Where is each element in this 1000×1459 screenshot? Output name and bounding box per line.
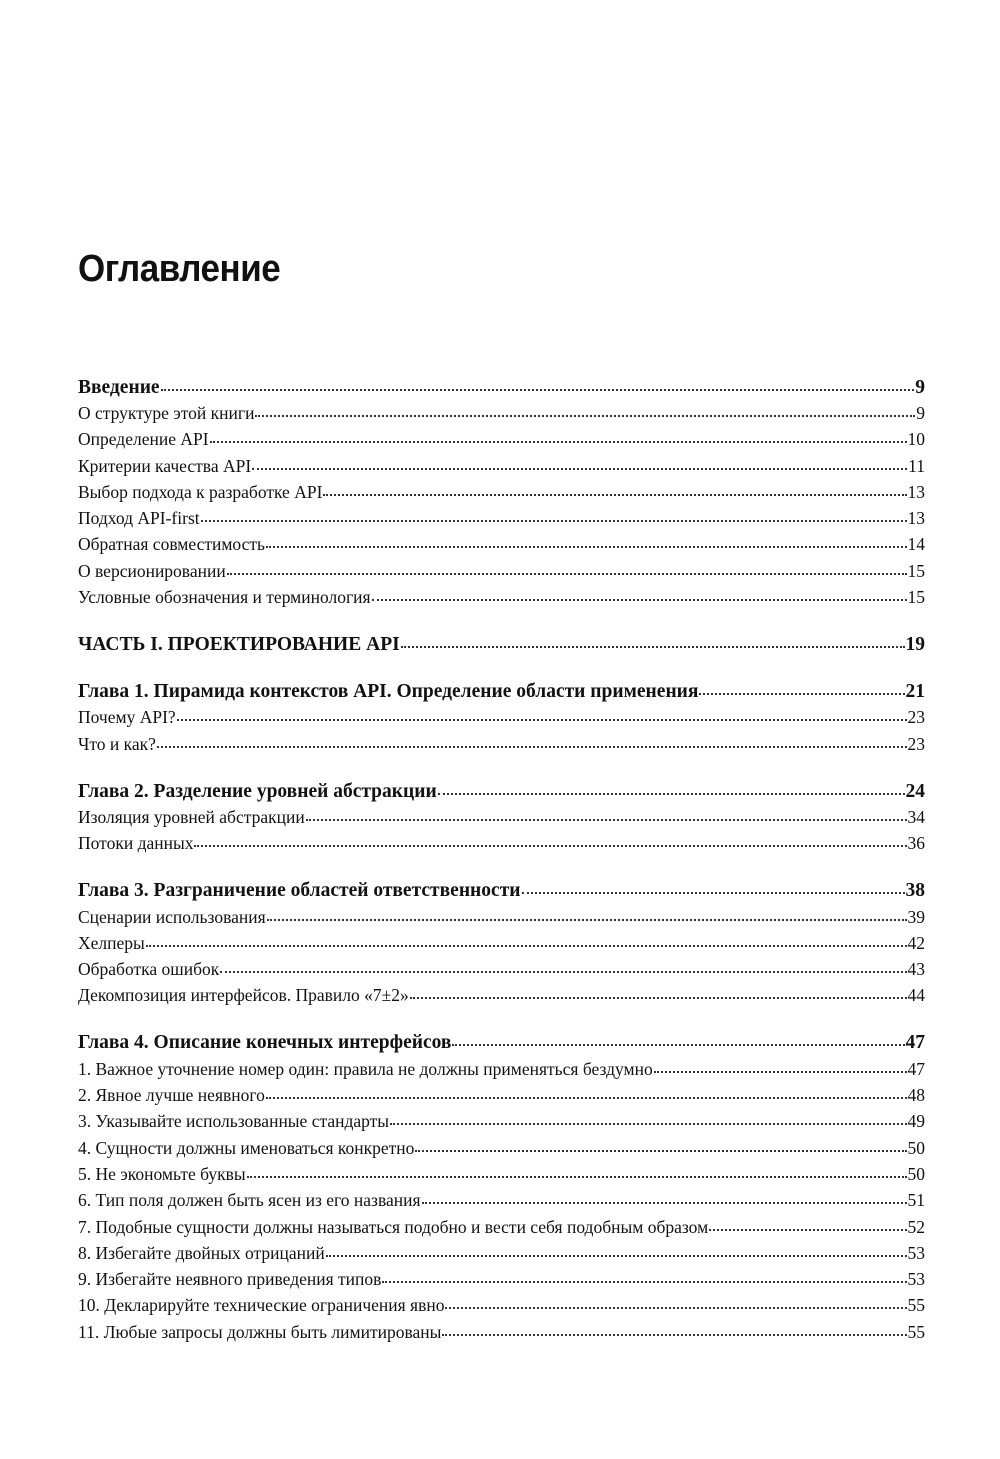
toc-entry-title: 4. Сущности должны именоваться конкретно: [78, 1137, 415, 1158]
toc-entry-title: Определение API: [78, 429, 209, 450]
toc-page-number: 47: [905, 1032, 925, 1054]
toc-entry-row[interactable]: [78, 1269, 925, 1295]
toc-entry-title: 3. Указывайте использованные стандарты: [78, 1111, 390, 1132]
toc-entry-title: Глава 1. Пирамида контекстов API. Определение области применения: [78, 681, 699, 702]
toc-entry-title: 1. Важное уточнение номер один: правила не должны применяться бездумно: [78, 1058, 653, 1079]
dot-leader: [266, 533, 906, 548]
toc-page-number: 52: [907, 1216, 925, 1237]
toc-entry-row[interactable]: [78, 403, 925, 429]
dot-leader: [266, 1084, 907, 1099]
dot-leader: [201, 507, 907, 522]
dot-leader: [709, 1215, 906, 1230]
toc-heading-row[interactable]: [78, 1032, 925, 1059]
toc-entry-title: Изоляция уровней абстракции: [78, 806, 305, 827]
dot-leader: [220, 958, 906, 973]
toc-entry-title: Глава 2. Разделение уровней абстракции: [78, 780, 437, 802]
toc-entry-row[interactable]: [78, 561, 925, 587]
toc-page-number: 55: [907, 1321, 925, 1342]
toc-entry-title: Глава 3. Разграничение областей ответственности: [78, 880, 521, 902]
toc-entry-row[interactable]: [78, 807, 925, 833]
dot-leader: [372, 586, 907, 601]
toc-entry-row[interactable]: [78, 1243, 925, 1269]
toc-gap: [78, 613, 925, 633]
toc-page-number: 53: [907, 1269, 925, 1290]
dot-leader: [323, 481, 906, 496]
toc-page-number: 23: [907, 733, 925, 754]
toc-gap: [78, 660, 925, 680]
toc-page-number: 11: [908, 455, 925, 476]
toc-entry-title: 6. Тип поля должен быть ясен из его названия: [78, 1190, 421, 1211]
toc-gap: [78, 860, 925, 880]
toc-entry-title: Что и как?: [78, 733, 156, 754]
dot-leader: [161, 374, 915, 391]
toc-entry-title: Обратная совместимость: [78, 534, 266, 555]
toc-heading-row[interactable]: [78, 780, 925, 807]
toc-entry-title: Сценарии использования: [78, 906, 266, 927]
toc-heading-row[interactable]: [78, 633, 925, 660]
toc-entry-title: Условные обозначения и терминология: [78, 587, 371, 608]
toc-page-number: 23: [907, 707, 925, 728]
dot-leader: [410, 984, 907, 999]
toc-entry-row[interactable]: [78, 985, 925, 1011]
toc-entry-title: Потоки данных: [78, 833, 194, 854]
dot-leader: [442, 1321, 906, 1336]
toc-entry-title: О версионировании: [78, 560, 226, 581]
toc-entry-row[interactable]: [78, 508, 925, 534]
toc-entry-row[interactable]: [78, 1190, 925, 1216]
toc-entry-row[interactable]: [78, 1111, 925, 1137]
toc-page-number: 15: [907, 560, 925, 581]
toc-entry-title: 2. Явное лучше неявного: [78, 1085, 265, 1106]
dot-leader: [422, 1189, 907, 1204]
toc-page-number: 39: [907, 906, 925, 927]
toc-gap: [78, 1012, 925, 1032]
toc-entry-row[interactable]: [78, 429, 925, 455]
toc-page-number: 14: [907, 534, 925, 555]
toc-page-number: 50: [907, 1163, 925, 1184]
dot-leader: [445, 1294, 906, 1309]
toc-page-number: 13: [907, 481, 925, 502]
toc-entry-title: Почему API?: [78, 707, 176, 728]
dot-leader: [522, 878, 905, 895]
toc-entry-row[interactable]: [78, 959, 925, 985]
toc-page-number: 42: [907, 932, 925, 953]
dot-leader: [699, 678, 904, 695]
dot-leader: [306, 806, 907, 821]
dot-leader: [390, 1110, 906, 1125]
toc-entry-row[interactable]: [78, 933, 925, 959]
toc-entry-row[interactable]: [78, 482, 925, 508]
toc-entry-title: 11. Любые запросы должны быть лимитированы: [78, 1321, 442, 1342]
toc-entry-title: Выбор подхода к разработке API: [78, 481, 323, 502]
toc-entry-row[interactable]: [78, 1138, 925, 1164]
toc-entry-title: 9. Избегайте неявного приведения типов: [78, 1269, 382, 1290]
toc-page-number: 47: [907, 1058, 925, 1079]
dot-leader: [157, 733, 907, 748]
toc-page-number: 9: [915, 376, 925, 398]
toc-entry-title: 5. Не экономьте буквы: [78, 1163, 246, 1184]
toc-page-number: 43: [907, 959, 925, 980]
toc-page-number: 13: [907, 508, 925, 529]
toc-page-number: 9: [916, 403, 925, 423]
dot-leader: [252, 454, 907, 469]
dot-leader: [210, 428, 907, 443]
toc-page-number: 38: [905, 880, 925, 902]
toc-gap: [78, 760, 925, 780]
toc-entry-title: Подход API-first: [78, 508, 200, 529]
toc-page-number: 21: [905, 681, 925, 702]
dot-leader: [401, 631, 905, 648]
dot-leader: [452, 1030, 904, 1047]
toc-entry-row[interactable]: [78, 534, 925, 560]
toc-entry-row[interactable]: [78, 1085, 925, 1111]
toc-page-number: 55: [907, 1295, 925, 1316]
page-title: Оглавление: [78, 248, 281, 290]
toc-entry-title: ЧАСТЬ I. ПРОЕКТИРОВАНИЕ API: [78, 634, 400, 655]
toc-entry-title: Глава 4. Описание конечных интерфейсов: [78, 1032, 452, 1054]
dot-leader: [438, 778, 905, 795]
toc-heading-row[interactable]: [78, 376, 925, 403]
dot-leader: [267, 905, 907, 920]
dot-leader: [326, 1242, 907, 1257]
toc-page-number: 36: [907, 833, 925, 854]
toc-page-number: 51: [907, 1190, 925, 1211]
dot-leader: [146, 932, 907, 947]
toc-page-number: 34: [907, 806, 925, 827]
toc-entry-row[interactable]: [78, 587, 925, 613]
toc-entry-title: Декомпозиция интерфейсов. Правило «7±2»: [78, 985, 409, 1006]
toc-entry-title: 10. Декларируйте технические ограничения явно: [78, 1295, 445, 1316]
toc-heading-row[interactable]: [78, 680, 925, 707]
toc-page-number: 48: [907, 1085, 925, 1106]
toc-entry-row[interactable]: [78, 707, 925, 733]
toc-page-number: 50: [907, 1137, 925, 1158]
toc-entry-title: Хелперы: [78, 932, 145, 953]
toc-page-number: 44: [907, 985, 925, 1006]
dot-leader: [382, 1268, 906, 1283]
dot-leader: [255, 402, 915, 417]
toc-entry-title: Обработка ошибок: [78, 959, 220, 980]
toc-entry-row[interactable]: [78, 1322, 925, 1348]
toc-page-number: 19: [905, 634, 925, 655]
dot-leader: [177, 706, 907, 721]
dot-leader: [227, 560, 907, 575]
toc-entry-title: Критерии качества API: [78, 455, 252, 476]
toc-page-number: 10: [907, 429, 925, 450]
toc-entry-row[interactable]: [78, 1217, 925, 1243]
toc-page-number: 15: [907, 587, 925, 608]
toc-entry-row[interactable]: [78, 456, 925, 482]
toc-entry-row[interactable]: [78, 734, 925, 760]
toc-entry-title: 7. Подобные сущности должны называться подобно и вести себя подобным образом: [78, 1216, 709, 1237]
table-of-contents: [78, 376, 925, 1348]
toc-entry-title: Введение: [78, 376, 160, 398]
toc-entry-row[interactable]: [78, 1295, 925, 1321]
toc-entry-row[interactable]: [78, 1164, 925, 1190]
toc-heading-row[interactable]: [78, 880, 925, 907]
toc-page-number: 24: [905, 780, 925, 802]
toc-page-number: 49: [907, 1111, 925, 1132]
toc-entry-title: О структуре этой книги: [78, 403, 255, 423]
toc-page-number: 53: [907, 1242, 925, 1263]
dot-leader: [654, 1058, 907, 1073]
dot-leader: [415, 1137, 906, 1152]
toc-entry-row[interactable]: [78, 833, 925, 859]
toc-entry-row[interactable]: [78, 1059, 925, 1085]
toc-entry-row[interactable]: [78, 907, 925, 933]
toc-entry-title: 8. Избегайте двойных отрицаний: [78, 1242, 325, 1263]
dot-leader: [194, 832, 906, 847]
dot-leader: [247, 1163, 907, 1178]
